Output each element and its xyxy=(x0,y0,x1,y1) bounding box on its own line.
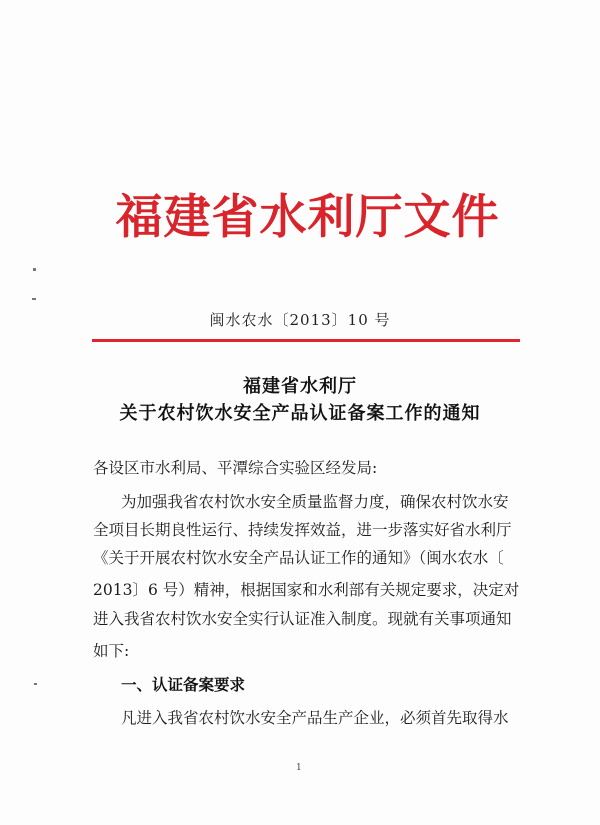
notice-title-issuer: 福建省水利厅 xyxy=(243,376,357,397)
red-divider-rule xyxy=(92,339,520,342)
scan-speck xyxy=(33,268,36,271)
paragraph-line: 全项目长期良性运行、持续发挥效益，进一步落实好省水利厅 xyxy=(93,521,512,539)
document-number: 闽水农水〔2013〕10 号 xyxy=(209,311,391,329)
notice-title-subject: 关于农村饮水安全产品认证备案工作的通知 xyxy=(119,403,481,424)
scan-speck xyxy=(32,298,36,300)
scan-speck xyxy=(34,683,37,685)
paragraph-line: 为加强我省农村饮水安全质量监督力度，确保农村饮水安 xyxy=(121,493,509,511)
paragraph-line: 如下: xyxy=(93,642,130,660)
section-heading: 一、认证备案要求 xyxy=(121,676,246,694)
paragraph-line: 进入我省农村饮水安全实行认证准入制度。现就有关事项通知 xyxy=(93,610,512,628)
paragraph-line: 凡进入我省农村饮水安全产品生产企业，必须首先取得水 xyxy=(121,709,509,727)
page-number: 1 xyxy=(296,763,302,773)
paragraph-line: 2013〕6 号）精神，根据国家和水利部有关规定要求，决定对 xyxy=(93,581,520,599)
salutation: 各设区市水利局、平潭综合实验区经发局: xyxy=(93,459,378,477)
paragraph-line: 《关于开展农村饮水安全产品认证工作的通知》（闽水农水〔 xyxy=(93,549,504,567)
document-masthead: 福建省水利厅文件 xyxy=(115,190,500,245)
